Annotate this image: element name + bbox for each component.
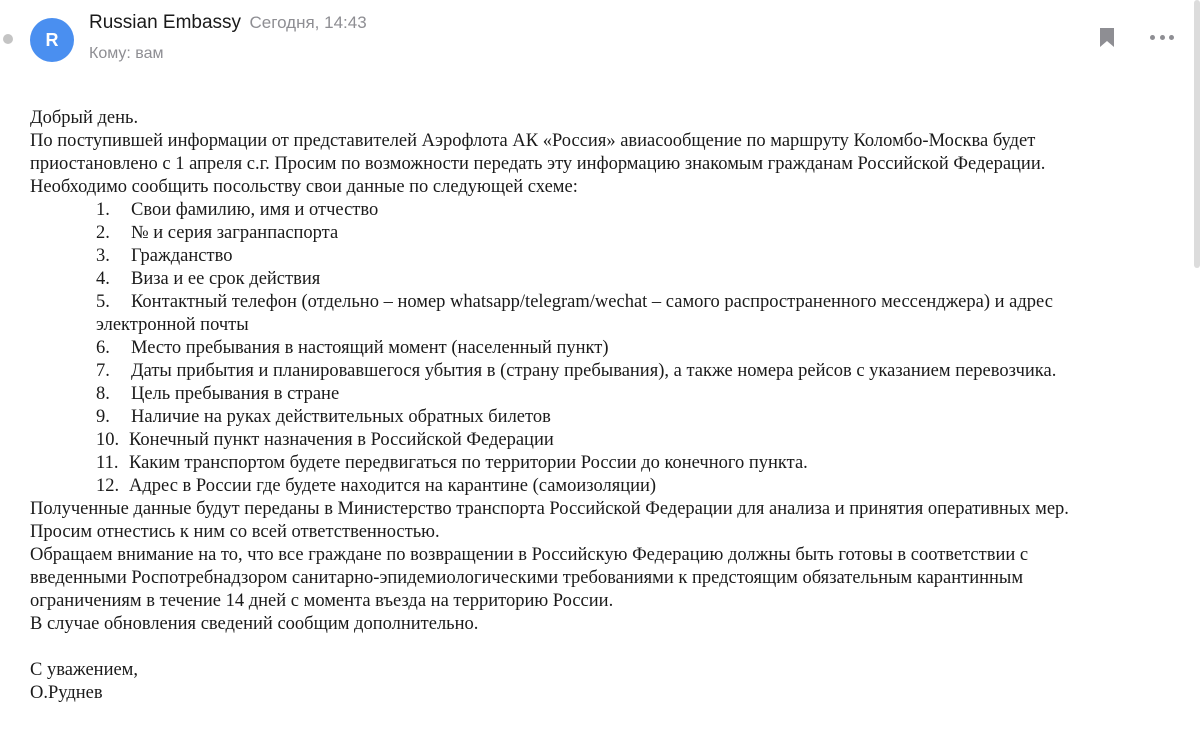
body-line: По поступившей информации от представителей Аэрофлота АК «Россия» авиасообщение по маршруту Коломбо-Москва будет [30, 131, 1036, 151]
body-line: Обращаем внимание на то, что все граждане по возвращении в Российскую Федерацию должны быть готовы в соответствии с [30, 545, 1029, 565]
list-item: 12. Адрес в России где будете находится на карантине (самоизоляции) [96, 476, 657, 496]
body-line: Необходимо сообщить посольству свои данные по следующей схеме: [30, 177, 578, 197]
list-item: 11. Каким транспортом будете передвигаться по территории России до конечного пункта. [96, 453, 808, 473]
body-line: ограничениям в течение 14 дней с момента въезда на территорию России. [30, 591, 614, 611]
closing: С уважением, [30, 660, 139, 680]
list-item: 9. Наличие на руках действительных обратных билетов [96, 407, 551, 427]
body-line: Полученные данные будут переданы в Министерство транспорта Российской Федерации для анализа и принятия оперативных мер. [30, 499, 1069, 519]
list-item: 10. Конечный пункт назначения в Российской Федерации [96, 430, 554, 450]
timestamp: Сегодня, 14:43 [249, 13, 367, 32]
message-body [30, 107, 1180, 705]
signature: О.Руднев [30, 683, 103, 703]
list-item: 6. Место пребывания в настоящий момент (населенный пункт) [96, 338, 609, 358]
scrollbar[interactable] [1194, 0, 1200, 268]
body-line: приостановлено с 1 апреля с.г. Просим по возможности передать эту информацию знакомым гражданам Российской Федерации. [30, 154, 1046, 174]
list-item: 7. Даты прибытия и планировавшегося убытия в (страну пребывания), а также номера рейсов с указанием перевозчика. [96, 361, 1057, 381]
body-line: введенными Роспотребнадзором санитарно-эпидемиологическими требованиями к предстоящим обязательным карантинным [30, 568, 1024, 588]
list-item: 2. № и серия загранпаспорта [96, 223, 339, 243]
list-item: 3. Гражданство [96, 246, 233, 266]
recipient: Кому: вам [89, 45, 164, 62]
avatar: R [30, 18, 74, 62]
bookmark-icon[interactable] [1099, 27, 1115, 48]
list-item: 8. Цель пребывания в стране [96, 384, 340, 404]
body-line: Просим отнестись к ним со всей ответственностью. [30, 522, 440, 542]
sender-name[interactable]: Russian Embassy [89, 12, 242, 33]
more-icon[interactable] [1150, 30, 1174, 44]
requirements-list [30, 199, 1180, 498]
list-item: 1. Свои фамилию, имя и отчество [96, 200, 379, 220]
body-line: В случае обновления сведений сообщим дополнительно. [30, 614, 479, 634]
list-item: 5. Контактный телефон (отдельно – номер whatsapp/telegram/wechat – самого распространенного мессенджера) и адрес электронной почты [96, 292, 1053, 335]
unread-dot-icon [3, 34, 13, 44]
message-header [89, 12, 367, 34]
list-item: 4. Виза и ее срок действия [96, 269, 321, 289]
greeting: Добрый день. [30, 108, 139, 128]
